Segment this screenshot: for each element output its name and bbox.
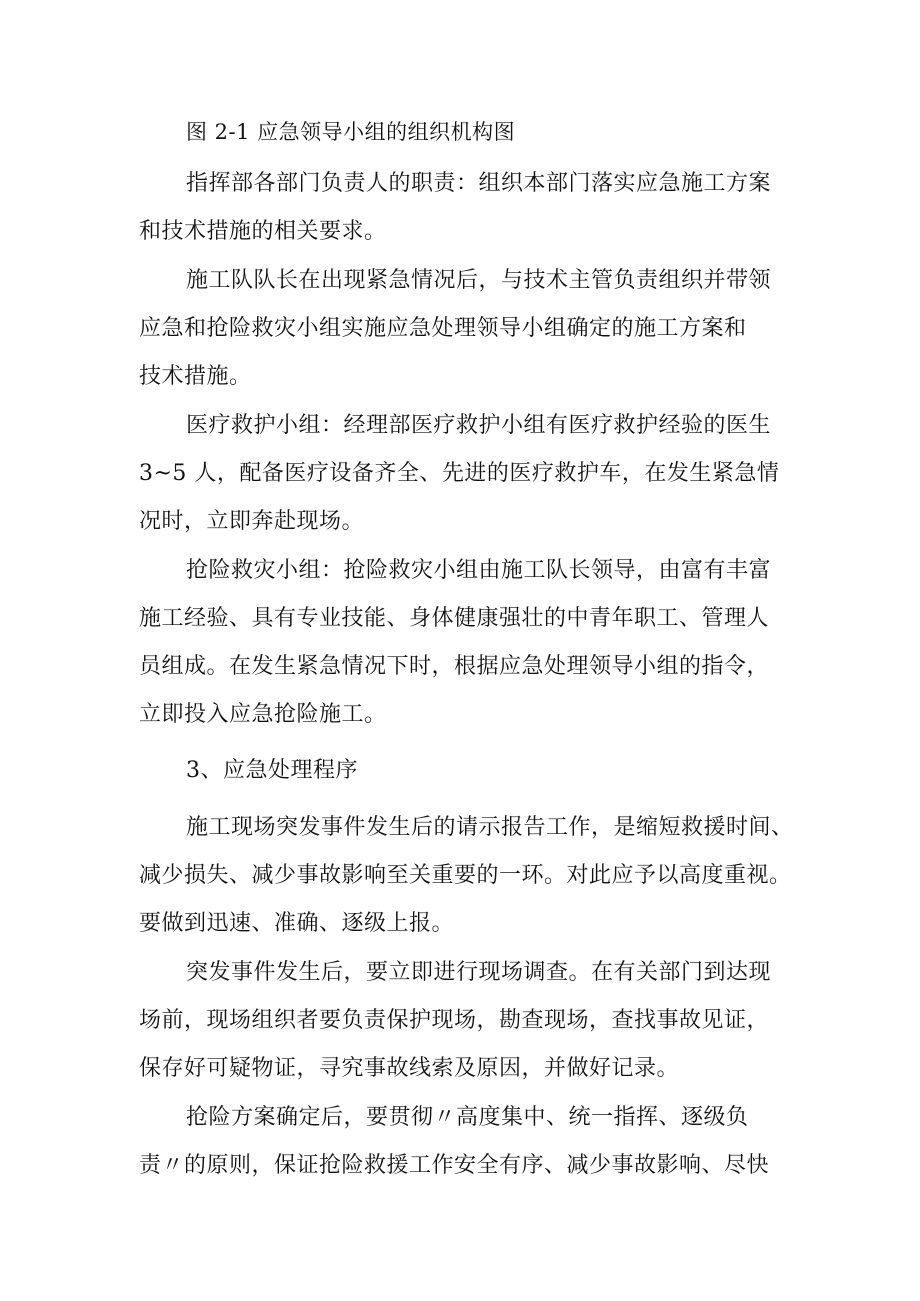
paragraph-line: 突发事件发生后，要立即进行现场调查。在有关部门到达现 — [186, 960, 772, 985]
paragraph-line: 抢险方案确定后，要贯彻〃高度集中、统一指挥、逐级负 — [186, 1105, 749, 1130]
paragraph-line: 抢险救灾小组：抢险救灾小组由施工队长领导，由富有丰富 — [186, 558, 772, 583]
paragraph-line: 和技术措施的相关要求。 — [139, 219, 387, 244]
section-heading: 3、应急处理程序 — [186, 758, 358, 783]
paragraph-line: 医疗救护小组：经理部医疗救护小组有医疗救护经验的医生 — [186, 413, 772, 438]
paragraph-line: 场前，现场组织者要负责保护现场，勘查现场，查找事故见证， — [139, 1008, 770, 1033]
paragraph-line: 施工经验、具有专业技能、身体健康强壮的中青年职工、管理人 — [139, 606, 770, 631]
paragraph-line: 技术措施。 — [139, 364, 252, 389]
paragraph-line: 保存好可疑物证，寻究事故线索及原因，并做好记录。 — [139, 1056, 680, 1081]
paragraph-line: 员组成。在发生紧急情况下时，根据应急处理领导小组的指令， — [139, 654, 770, 679]
paragraph-line: 施工队队长在出现紧急情况后，与技术主管负责组织并带领 — [186, 268, 772, 293]
paragraph-line: 3~5 人，配备医疗设备齐全、先进的医疗救护车，在发生紧急情 — [139, 461, 780, 486]
paragraph-line: 指挥部各部门负责人的职责：组织本部门落实应急施工方案 — [186, 171, 772, 196]
paragraph-line: 施工现场突发事件发生后的请示报告工作，是缩短救援时间、 — [186, 815, 794, 840]
paragraph-line: 减少损失、减少事故影响至关重要的一环。对此应予以高度重视。 — [139, 863, 792, 888]
paragraph-line: 立即投入应急抢险施工。 — [139, 702, 387, 727]
paragraph-line: 责〃的原则，保证抢险救援工作安全有序、减少事故影响、尽快 — [139, 1153, 770, 1178]
paragraph-line: 应急和抢险救灾小组实施应急处理领导小组确定的施工方案和 — [139, 316, 747, 341]
paragraph-line: 况时，立即奔赴现场。 — [139, 509, 365, 534]
figure-caption: 图 2-1 应急领导小组的组织机构图 — [186, 120, 516, 144]
paragraph-line: 要做到迅速、准确、逐级上报。 — [139, 911, 455, 936]
